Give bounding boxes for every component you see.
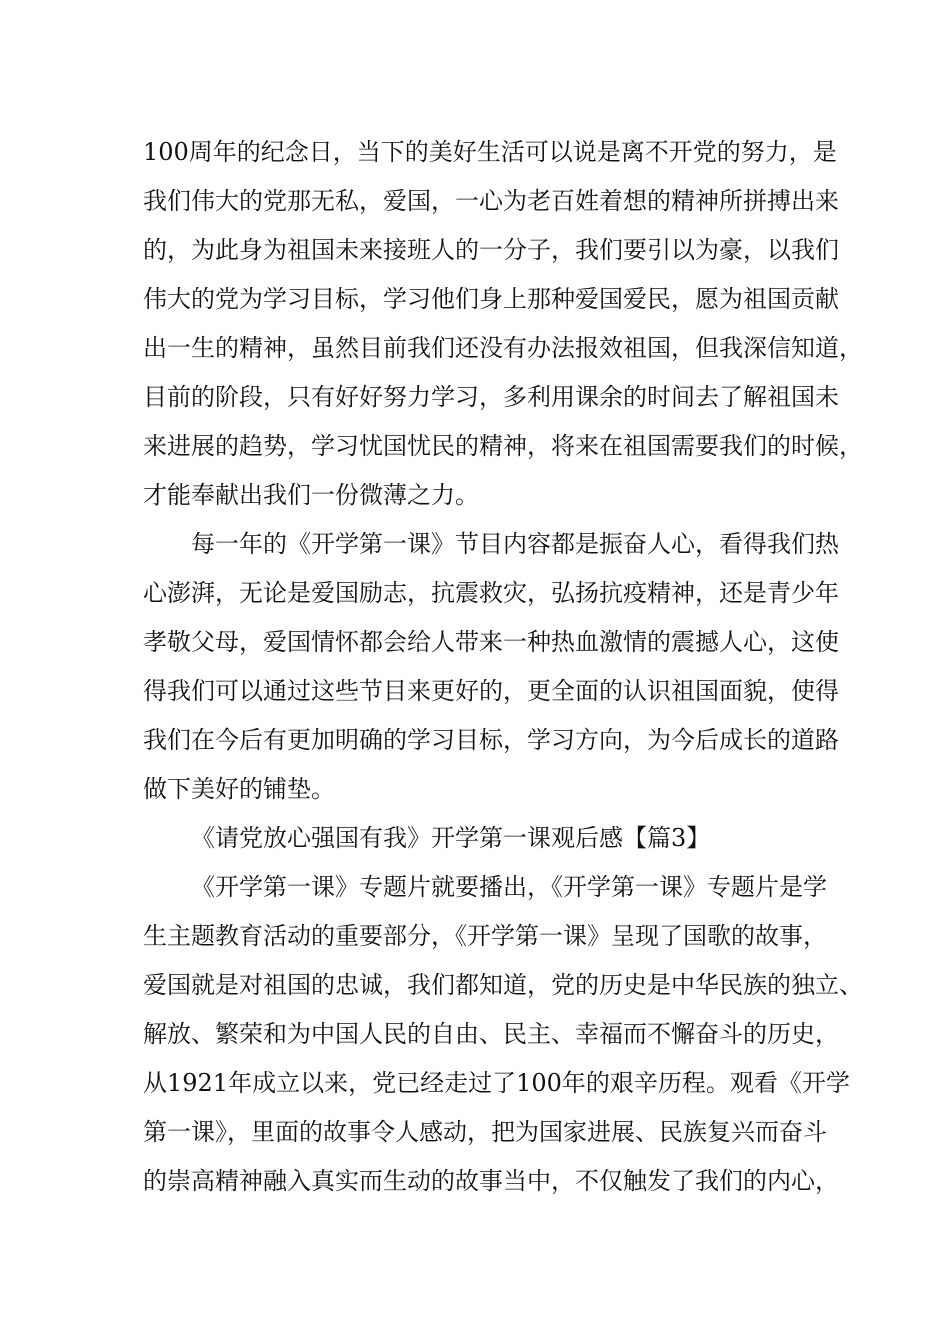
text-line: 目前的阶段，只有好好努力学习，多利用课余的时间去了解祖国未	[143, 383, 839, 411]
text-line: 爱国就是对祖国的忠诚，我们都知道，党的历史是中华民族的独立、	[143, 971, 863, 999]
section-heading: 《请党放心强国有我》开学第一课观后感【篇3】	[191, 824, 711, 852]
text-line: 100周年的纪念日，当下的美好生活可以说是离不开党的努力，是	[143, 138, 837, 166]
text-line: 出一生的精神，虽然目前我们还没有办法报效祖国，但我深信知道，	[143, 334, 863, 362]
text-line: 孝敬父母，爱国情怀都会给人带来一种热血激情的震撼人心，这使	[143, 628, 839, 656]
text-line: 来进展的趋势，学习忧国忧民的精神，将来在祖国需要我们的时候，	[143, 432, 863, 460]
text-line: 的崇高精神融入真实而生动的故事当中，不仅触发了我们的内心，	[143, 1167, 839, 1195]
paragraph-first-line: 《开学第一课》专题片就要播出，《开学第一课》专题片是学	[191, 873, 827, 901]
text-line: 我们在今后有更加明确的学习目标，学习方向，为今后成长的道路	[143, 726, 839, 754]
document-body	[143, 128, 863, 1206]
paragraph-first-line: 每一年的《开学第一课》节目内容都是振奋人心，看得我们热	[191, 530, 839, 558]
text-line: 伟大的党为学习目标，学习他们身上那种爱国爱民，愿为祖国贡献	[143, 285, 839, 313]
text-line: 生主题教育活动的重要部分，《开学第一课》呈现了国歌的故事，	[143, 922, 827, 950]
text-line: 才能奉献出我们一份微薄之力。	[143, 481, 479, 509]
text-line: 我们伟大的党那无私，爱国，一心为老百姓着想的精神所拼搏出来	[143, 187, 839, 215]
text-line: 的，为此身为祖国未来接班人的一分子，我们要引以为豪，以我们	[143, 236, 839, 264]
text-line: 从1921年成立以来，党已经走过了100年的艰辛历程。观看《开学	[143, 1069, 850, 1097]
text-line: 做下美好的铺垫。	[143, 775, 335, 803]
text-line: 心澎湃，无论是爱国励志，抗震救灾，弘扬抗疫精神，还是青少年	[143, 579, 839, 607]
text-line: 第一课》，里面的故事令人感动，把为国家进展、民族复兴而奋斗	[143, 1118, 827, 1146]
text-line: 解放、繁荣和为中国人民的自由、民主、幸福而不懈奋斗的历史，	[143, 1020, 839, 1048]
text-line: 得我们可以通过这些节目来更好的，更全面的认识祖国面貌，使得	[143, 677, 839, 705]
